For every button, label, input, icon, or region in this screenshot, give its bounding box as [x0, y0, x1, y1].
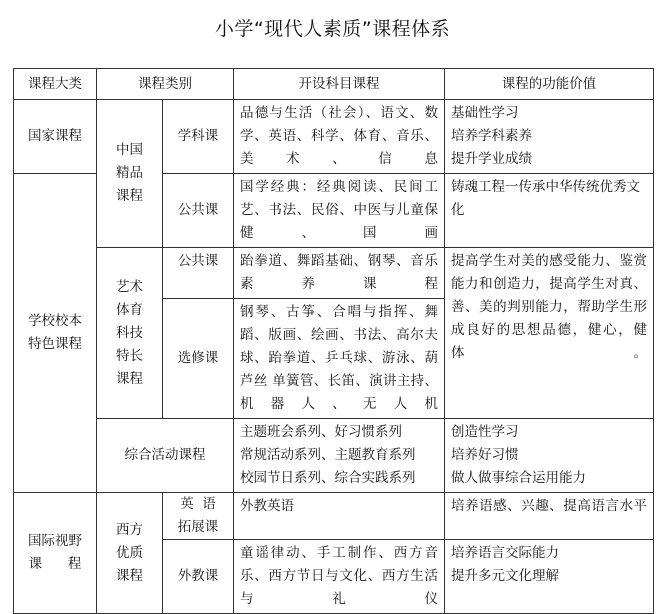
type-public-course: 公共课 [163, 174, 234, 248]
value-guoxue: 铸魂工程一传承中华传统优秀文化 [445, 174, 654, 248]
subjects-foreign: 童谣律动、手工制作、西方音乐、西方节日与文化、西方生活与礼仪 [234, 540, 445, 614]
group-chinese-premium: 中国 精品 课程 [97, 100, 163, 248]
type-public-course: 公共课 [163, 248, 234, 299]
value-english: 培养语感、兴趣、提高语言水平 [445, 493, 654, 540]
curriculum-table [13, 68, 654, 614]
subjects-activities: 主题班会系列、好习惯系列 常规活动系列、主题教育系列 校园节日系列、综合实践系列 [234, 419, 445, 493]
subjects-school-elective: 钢琴、古筝、合唱与指挥、舞蹈、版画、绘画、书法、高尔夫球、跆拳道、乒乓球、游泳、葫芦丝 单簧管、长笛、演讲主持、机器人、无人机 [234, 299, 445, 419]
value-school: 提高学生对美的感受能力、鉴赏能力和创造力，提高学生对真、善、美的判别能力，帮助学生形成良好的思想品德，健心，健体。 [445, 248, 654, 419]
category-international-line2: 课 程 [28, 556, 82, 572]
subjects-english: 外教英语 [234, 493, 445, 540]
type-elective-course: 选修课 [163, 299, 234, 419]
table-row [14, 100, 654, 174]
group-western-premium: 西方 优质 课程 [97, 493, 163, 614]
table-row [14, 493, 654, 540]
table-header-row [14, 69, 654, 100]
subjects-guoxue: 国学经典：经典阅读、民间工艺、书法、民俗、中医与儿童保健、国画 [234, 174, 445, 248]
type-english-extension [163, 493, 234, 540]
header-course-type: 课程类别 [97, 69, 234, 100]
group-activities: 综合活动课程 [97, 419, 234, 493]
type-english-line2: 拓展课 [177, 519, 219, 535]
page-title: 小学“现代人素质”课程体系 [214, 18, 451, 40]
header-subjects: 开设科目课程 [234, 69, 445, 100]
table-row [14, 248, 654, 299]
category-national: 国家课程 [14, 100, 97, 174]
subjects-national: 品德与生活（社会）、语文、数学、英语、科学、体育、音乐、美术、信息 [234, 100, 445, 174]
value-activities: 创造性学习 培养好习惯 做人做事综合运用能力 [445, 419, 654, 493]
category-school-based: 学校校本 特色课程 [14, 174, 97, 493]
subjects-school-public: 跆拳道、舞蹈基础、钢琴、音乐素养课程 [234, 248, 445, 299]
type-foreign-teacher: 外教课 [163, 540, 234, 614]
table-row [14, 419, 654, 493]
category-international [14, 493, 97, 614]
value-foreign: 培养语言交际能力 提升多元文化理解 [445, 540, 654, 614]
group-arts-sports-tech: 艺术 体育 科技 特长 课程 [97, 248, 163, 419]
type-english-line1: 英 语 [180, 496, 216, 512]
category-international-line1: 国际视野 [28, 533, 82, 549]
value-national: 基础性学习 培养学科素养 提升学业成绩 [445, 100, 654, 174]
type-subject-course: 学科课 [163, 100, 234, 174]
header-function-value: 课程的功能价值 [445, 69, 654, 100]
header-course-category: 课程大类 [14, 69, 97, 100]
